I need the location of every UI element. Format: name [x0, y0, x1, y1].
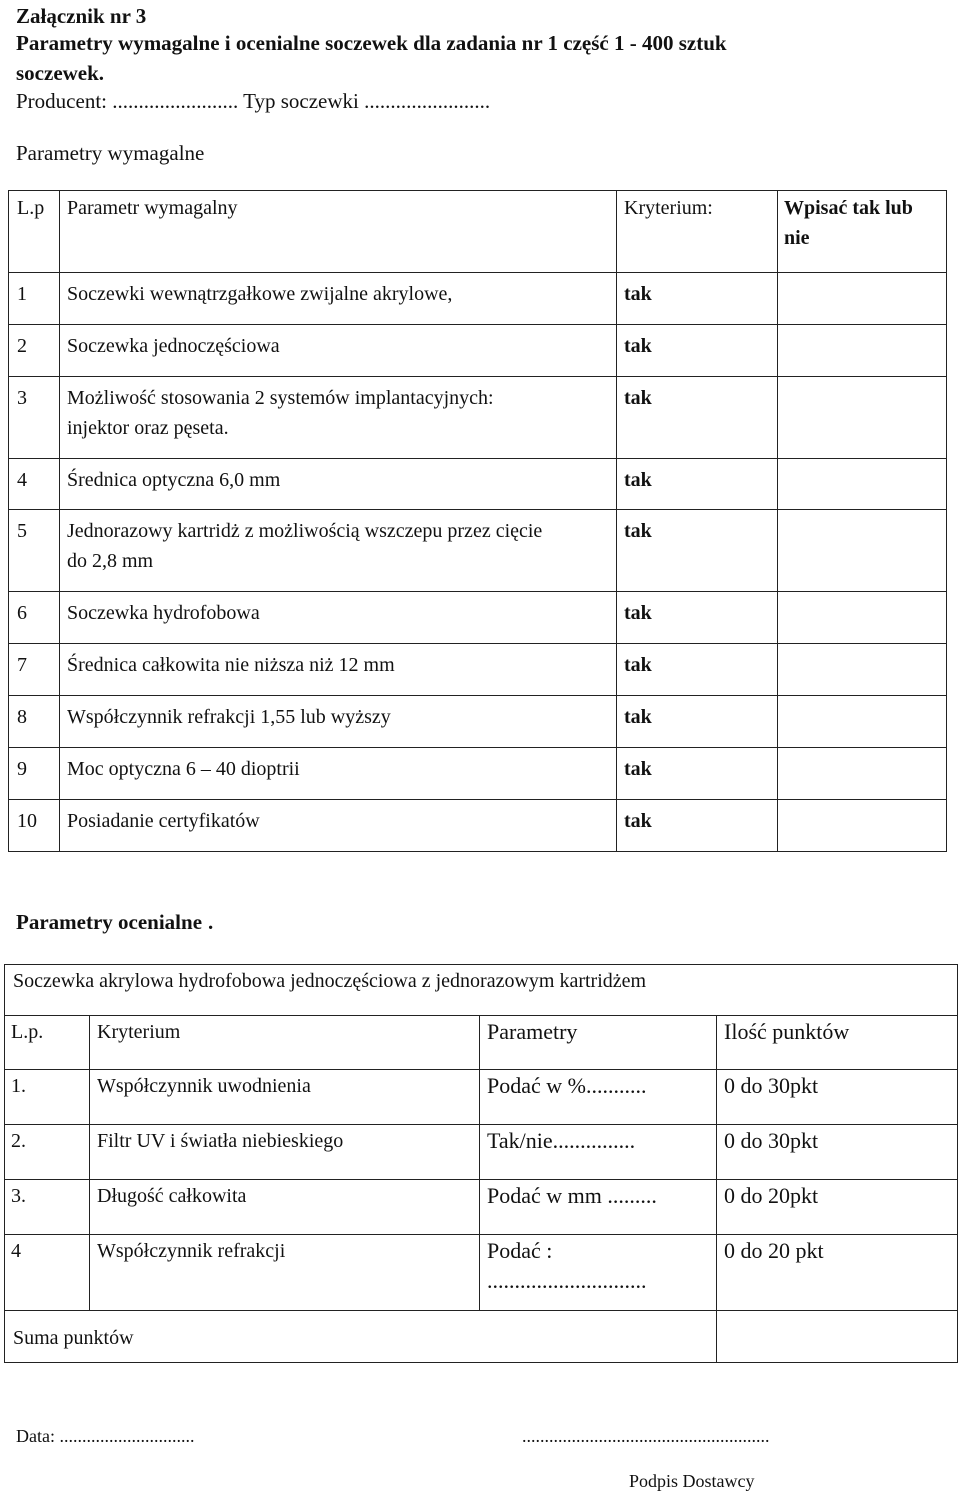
producent-line: Producent: ........................ Typ soczewki ........................: [16, 89, 491, 113]
table-title-row: [5, 965, 958, 1016]
row-number: 10: [9, 800, 60, 852]
row-parametry-line1: Podać :: [487, 1238, 553, 1263]
row-parameter: [60, 644, 617, 696]
table-row: [9, 748, 947, 800]
row-number: 6: [9, 592, 60, 644]
date-field: Data: ..............................: [16, 1426, 195, 1446]
row-number: 7: [9, 644, 60, 696]
row-parametry-line2: .............................: [487, 1268, 647, 1293]
row-kryterium: Współczynnik uwodnienia: [90, 1070, 480, 1125]
table-row: [9, 592, 947, 644]
row-number: 5: [9, 510, 60, 592]
section-rated-dot: .: [208, 910, 214, 934]
row-lp: 3.: [5, 1180, 90, 1235]
row-parametry: [480, 1070, 717, 1125]
col-header-wpisac-line1: Wpisać tak lub: [784, 197, 913, 219]
row-punkty: 0 do 30pkt: [717, 1070, 958, 1125]
signature-label: Podpis Dostawcy: [629, 1471, 755, 1491]
row-kryterium: tak: [617, 592, 778, 644]
row-parameter-line1: Możliwość stosowania 2 systemów implantacyjnych:: [67, 387, 494, 409]
row-number: 2: [9, 325, 60, 377]
row-parameter-line2: do 2,8 mm: [67, 550, 154, 572]
sum-label: Suma punktów: [5, 1311, 717, 1363]
row-parameter-line1: Średnica całkowita nie niższa niż 12 mm: [67, 654, 395, 676]
row-parameter: [60, 459, 617, 510]
row-punkty: 0 do 20 pkt: [717, 1235, 958, 1311]
row-kryterium: tak: [617, 696, 778, 748]
row-parameter-line1: Moc optyczna 6 – 40 dioptrii: [67, 758, 300, 780]
rated-params-table: [4, 964, 958, 1363]
document-title-cont: soczewek.: [16, 61, 105, 85]
row-parameter: [60, 800, 617, 852]
row-kryterium: Współczynnik refrakcji: [90, 1235, 480, 1311]
table-row: [9, 696, 947, 748]
col-header-wpisac-line2: nie: [784, 227, 810, 249]
row-parametry: [480, 1125, 717, 1180]
row-lp: 4: [5, 1235, 90, 1311]
table-row: [9, 510, 947, 592]
row-parameter: [60, 748, 617, 800]
table-row: [5, 1180, 958, 1235]
row-kryterium: tak: [617, 800, 778, 852]
table-row: [5, 1235, 958, 1311]
row-parameter-line1: Średnica optyczna 6,0 mm: [67, 469, 281, 491]
row-kryterium: tak: [617, 273, 778, 325]
row-parameter: [60, 696, 617, 748]
table-row: [9, 377, 947, 459]
row-wpis: [778, 273, 947, 325]
col-header-lp: L.p: [9, 191, 60, 273]
document-title: Parametry wymagalne i ocenialne soczewek dla zadania nr 1 część 1 - 400 sztuk: [16, 31, 727, 55]
row-parameter: [60, 273, 617, 325]
row-kryterium: tak: [617, 459, 778, 510]
col-header-param: Parametr wymagalny: [60, 191, 617, 273]
col-header-lp: L.p.: [5, 1016, 90, 1070]
row-parameter-line1: Soczewka hydrofobowa: [67, 602, 260, 624]
row-parameter-line1: Jednorazowy kartridż z możliwością wszczepu przez cięcie: [67, 520, 543, 542]
row-parameter: [60, 510, 617, 592]
section-rated-title: [16, 908, 213, 937]
row-parameter-line1: Współczynnik refrakcji 1,55 lub wyższy: [67, 706, 391, 728]
row-parametry-line1: Podać w %...........: [487, 1073, 647, 1098]
table-row: [5, 1070, 958, 1125]
section-required-title: Parametry wymagalne: [16, 141, 205, 165]
row-punkty: 0 do 20pkt: [717, 1180, 958, 1235]
row-kryterium: tak: [617, 325, 778, 377]
sum-value: [717, 1311, 958, 1363]
row-lp: 2.: [5, 1125, 90, 1180]
row-parameter-line1: Soczewki wewnątrzgałkowe zwijalne akrylowe,: [67, 283, 453, 305]
col-header-wpisac: [778, 191, 947, 273]
col-header-punkty: Ilość punktów: [717, 1016, 958, 1070]
row-parametry-line1: Podać w mm .........: [487, 1183, 657, 1208]
row-kryterium: Długość całkowita: [90, 1180, 480, 1235]
table-row: [9, 273, 947, 325]
table-row: [5, 1125, 958, 1180]
row-wpis: [778, 459, 947, 510]
row-parameter-line1: Soczewka jednoczęściowa: [67, 335, 280, 357]
row-kryterium: tak: [617, 510, 778, 592]
table-header-row: [9, 191, 947, 273]
row-lp: 1.: [5, 1070, 90, 1125]
row-wpis: [778, 644, 947, 696]
table-row: [9, 459, 947, 510]
row-parameter-line2: injektor oraz pęseta.: [67, 417, 229, 439]
row-kryterium: Filtr UV i światła niebieskiego: [90, 1125, 480, 1180]
row-number: 9: [9, 748, 60, 800]
row-punkty: 0 do 30pkt: [717, 1125, 958, 1180]
row-parameter: [60, 592, 617, 644]
row-number: 3: [9, 377, 60, 459]
row-wpis: [778, 748, 947, 800]
table-row: [9, 644, 947, 696]
row-wpis: [778, 377, 947, 459]
row-parameter: [60, 325, 617, 377]
signature-line: .......................................................: [522, 1426, 770, 1446]
required-params-table: [8, 190, 947, 852]
row-wpis: [778, 592, 947, 644]
table-row: [9, 325, 947, 377]
row-kryterium: tak: [617, 377, 778, 459]
col-header-kryterium: Kryterium: [90, 1016, 480, 1070]
table2-title: Soczewka akrylowa hydrofobowa jednoczęściowa z jednorazowym kartridżem: [5, 965, 958, 1016]
row-parameter: [60, 377, 617, 459]
table-header-row: [5, 1016, 958, 1070]
row-parameter-line1: Posiadanie certyfikatów: [67, 810, 260, 832]
row-number: 4: [9, 459, 60, 510]
row-wpis: [778, 325, 947, 377]
annex-title: Załącznik nr 3: [16, 4, 147, 28]
col-header-kryterium: Kryterium:: [617, 191, 778, 273]
row-wpis: [778, 800, 947, 852]
row-parametry-line1: Tak/nie...............: [487, 1128, 636, 1153]
section-rated-label: Parametry ocenialne: [16, 910, 203, 934]
row-number: 8: [9, 696, 60, 748]
table-row: [9, 800, 947, 852]
row-parametry: [480, 1180, 717, 1235]
row-kryterium: tak: [617, 644, 778, 696]
row-wpis: [778, 696, 947, 748]
row-wpis: [778, 510, 947, 592]
col-header-parametry: Parametry: [480, 1016, 717, 1070]
sum-row: [5, 1311, 958, 1363]
row-number: 1: [9, 273, 60, 325]
row-parametry: [480, 1235, 717, 1311]
row-kryterium: tak: [617, 748, 778, 800]
